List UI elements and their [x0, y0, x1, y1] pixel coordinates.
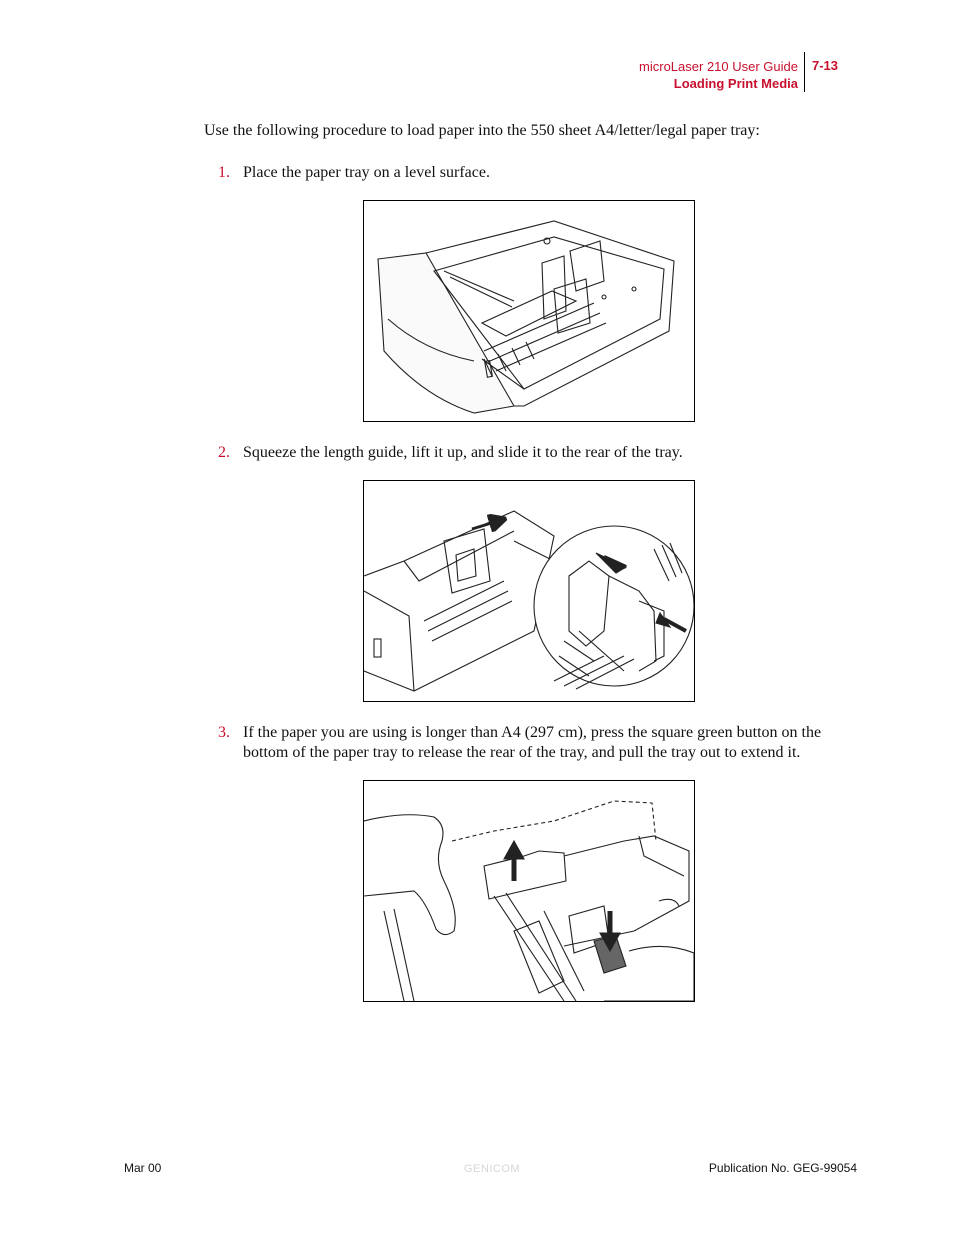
intro-paragraph: Use the following procedure to load paper into the 550 sheet A4/letter/legal paper tray: — [204, 122, 760, 139]
figure-extend-tray — [363, 780, 695, 1002]
footer-date: Mar 00 — [124, 1161, 162, 1175]
step-text: Place the paper tray on a level surface. — [243, 164, 490, 181]
step-text: Squeeze the length guide, lift it up, and slide it to the rear of the tray. — [243, 444, 683, 461]
footer-brand: GENICOM — [464, 1163, 521, 1175]
step-number: 1. — [218, 164, 230, 181]
footer-publication: Publication No. GEG-99054 — [708, 1161, 857, 1175]
figure-paper-tray — [363, 200, 695, 422]
figure-length-guide — [363, 480, 695, 702]
page-number: 7-13 — [812, 58, 839, 73]
step-1 — [218, 163, 848, 183]
step-3 — [218, 723, 848, 763]
section-title: Loading Print Media — [673, 76, 798, 91]
header-divider — [804, 52, 805, 92]
step-2 — [218, 443, 848, 463]
step-number: 3. — [218, 724, 230, 741]
step-number: 2. — [218, 444, 230, 461]
step-text: If the paper you are using is longer than A4 (297 cm), press the square green button on the bottom of the paper tray to release the rear of the tray, and pull the tray out to extend it. — [243, 724, 822, 761]
running-header — [639, 58, 798, 92]
guide-title: microLaser 210 User Guide — [639, 59, 798, 74]
